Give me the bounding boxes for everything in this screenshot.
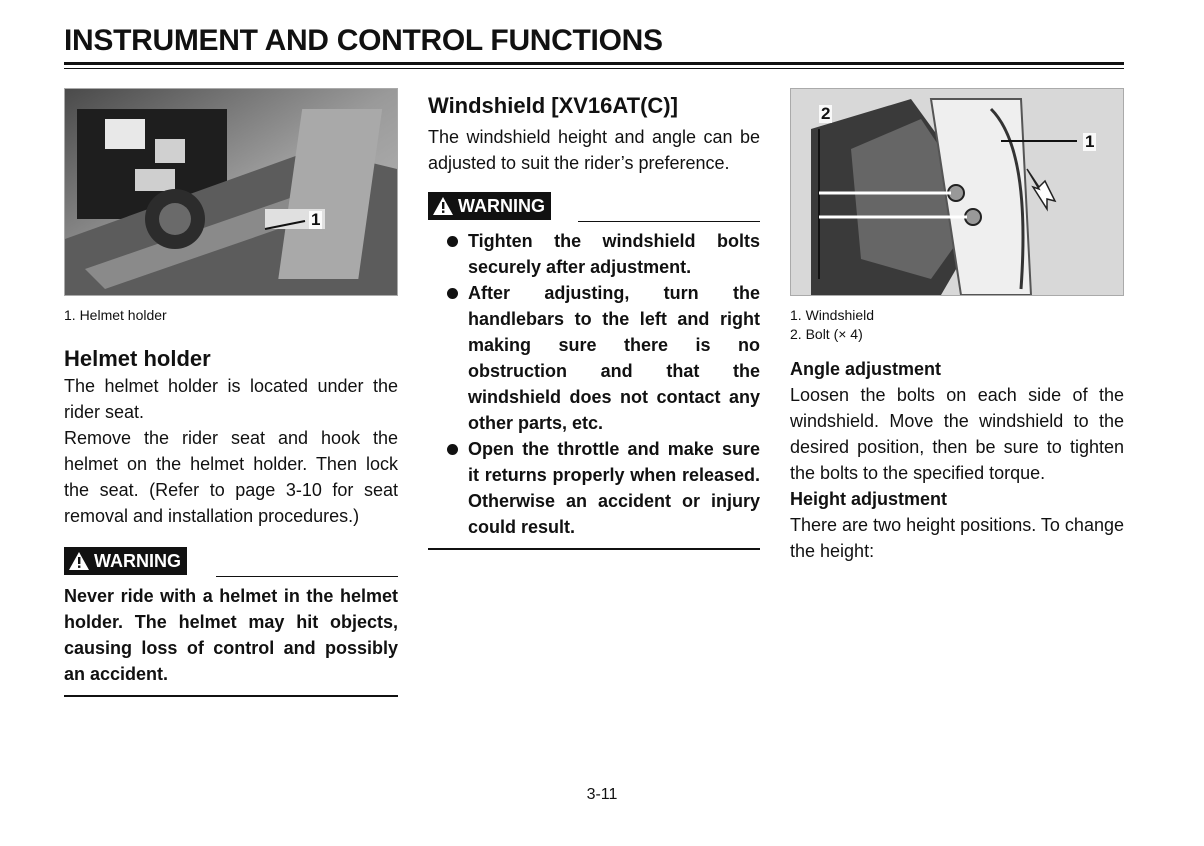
page-number: 3-11: [586, 786, 618, 803]
windshield-photo: [790, 88, 1124, 296]
list-item-text: Tighten the windshield bolts securely after adjustment.: [468, 231, 760, 277]
bullet-icon: [447, 288, 458, 299]
warning-badge: [64, 547, 187, 575]
warning-triangle-icon: [432, 196, 454, 216]
windshield-warning-list: [428, 228, 760, 540]
warning-triangle-icon: [68, 551, 90, 571]
caption-item: 1. Windshield: [790, 307, 875, 323]
list-item: [428, 280, 760, 436]
list-item: [428, 436, 760, 540]
column-windshield: [428, 92, 760, 550]
column-helmet-holder: [64, 88, 398, 697]
caption-item: 1. Helmet holder: [64, 307, 167, 323]
helmet-holder-heading: Helmet holder: [64, 346, 211, 371]
windshield-intro: The windshield height and angle can be adjusted to suit the rider’s preference.: [428, 127, 760, 173]
height-adjustment-text: There are two height positions. To change the height:: [790, 515, 1124, 561]
warning-label: WARNING: [94, 550, 181, 571]
helmet-holder-photo: [64, 88, 398, 296]
list-item-text: Open the throttle and make sure it returns properly when released. Otherwise an accident or injury could result.: [468, 439, 760, 537]
column-adjustment: [790, 88, 1124, 564]
helmet-holder-callout: 1: [311, 210, 321, 229]
helmet-warning-text: Never ride with a helmet in the helmet holder. The helmet may hit objects, causing loss of control and possibly an accident.: [64, 586, 398, 684]
windshield-warning-header: [428, 192, 760, 222]
helmet-paragraph-1: The helmet holder is located under the rider seat.: [64, 376, 398, 422]
bullet-icon: [447, 444, 458, 455]
header-rule-thin: [64, 68, 1124, 69]
warning-badge: [428, 192, 551, 220]
angle-adjustment-heading: Angle adjustment: [790, 359, 942, 379]
warning-end-rule: [428, 548, 760, 550]
helmet-paragraph-2: Remove the rider seat and hook the helmet on the helmet holder. Then lock the seat. (Refer to page 3-10 for seat removal and installation procedures.): [64, 428, 398, 526]
warning-header-rule: [578, 221, 760, 223]
page-title: INSTRUMENT AND CONTROL FUNCTIONS: [64, 24, 663, 57]
angle-adjustment-text: Loosen the bolts on each side of the windshield. Move the windshield to the desired position, then be sure to tighten the bolts to the specified torque.: [790, 385, 1124, 483]
helmet-photo-caption: [64, 306, 398, 325]
list-item-text: After adjusting, turn the handlebars to the left and right making sure there is no obstruction and that the windshield does not contact any other parts, etc.: [468, 283, 760, 433]
list-item: [428, 228, 760, 280]
warning-label: WARNING: [458, 195, 545, 216]
caption-item: 2. Bolt (× 4): [790, 326, 863, 342]
helmet-warning-header: [64, 547, 398, 577]
warning-header-rule: [216, 576, 398, 578]
windshield-photo-caption: [790, 306, 1124, 344]
header-rule-thick: [64, 62, 1124, 65]
bolt-callout: 2: [821, 104, 831, 123]
windshield-heading: Windshield [XV16AT(C)]: [428, 93, 678, 118]
warning-end-rule: [64, 695, 398, 697]
bullet-icon: [447, 236, 458, 247]
height-adjustment-heading: Height adjustment: [790, 489, 948, 509]
windshield-callout: 1: [1085, 132, 1095, 151]
